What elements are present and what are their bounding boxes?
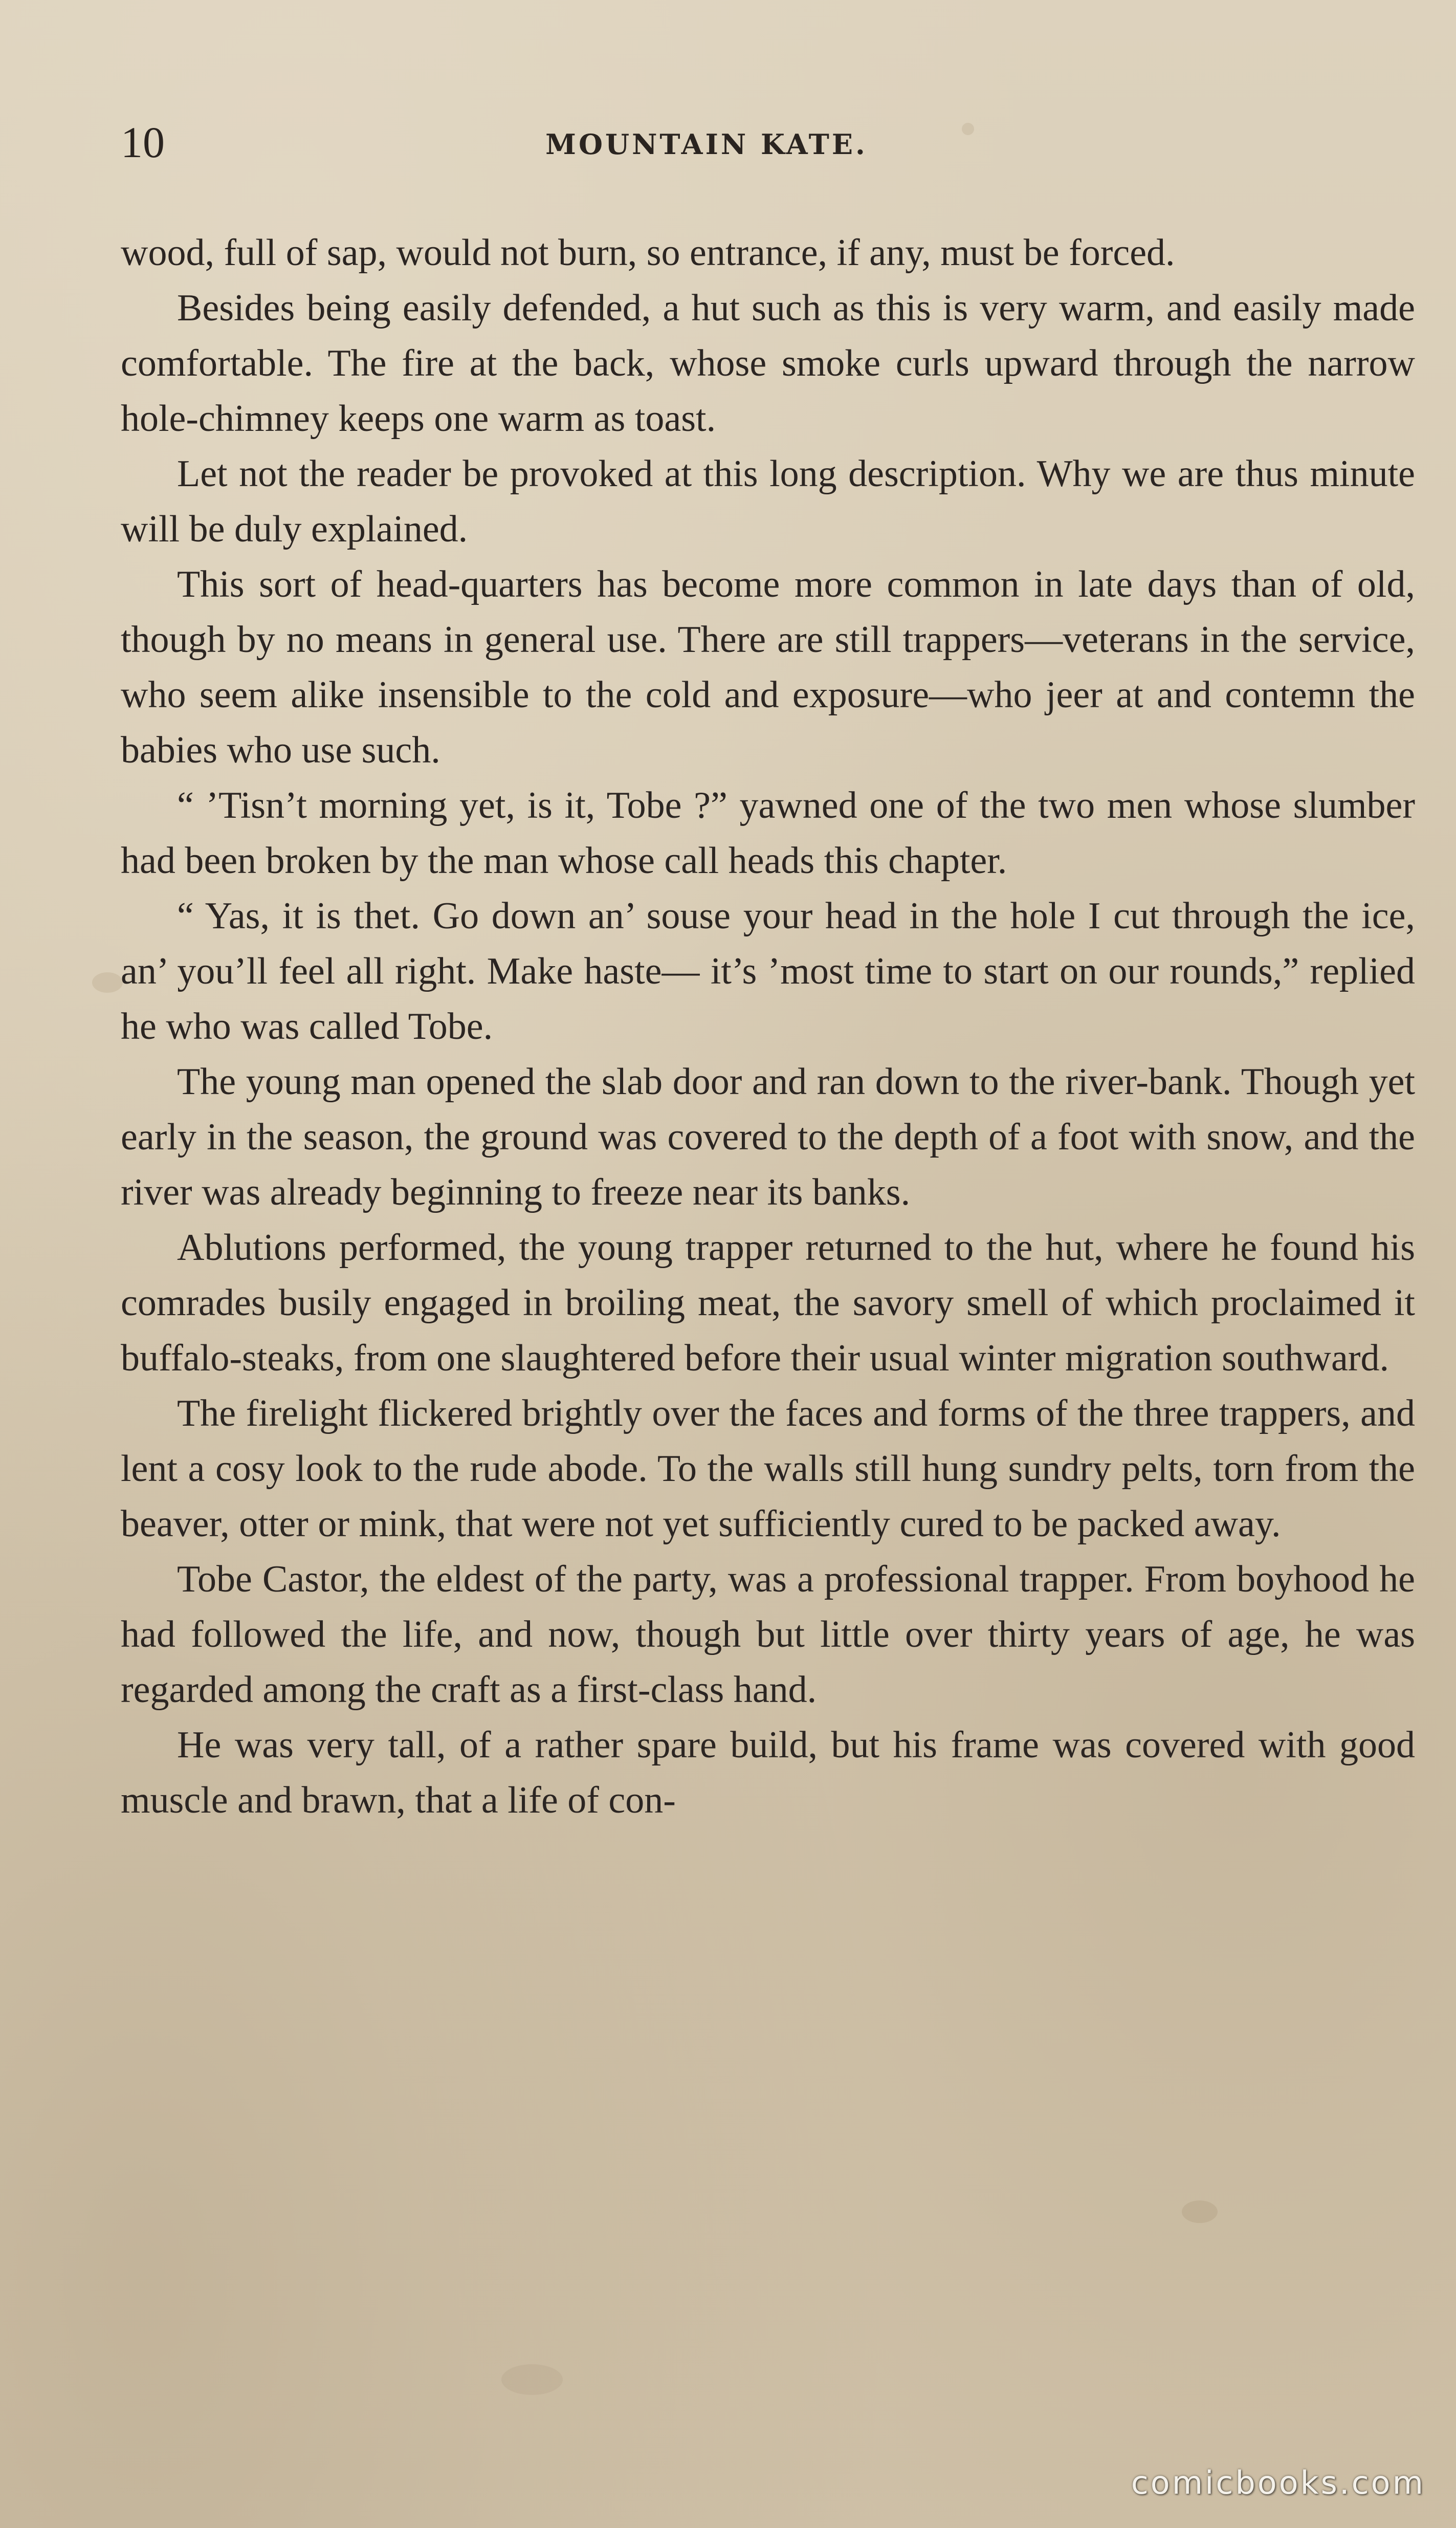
site-watermark: comicbooks.com <box>1131 2464 1425 2501</box>
paragraph: Besides being easily defended, a hut such as this is very warm, and easily made comfortable. The fire at the back, whose smoke curls upward through the narrow hole-chimney keeps one warm as toast. <box>121 287 1415 440</box>
body-text <box>121 225 1415 1828</box>
paragraph: “ ’Tisn’t morning yet, is it, Tobe ?” yawned one of the two men whose slumber had been broken by the man whose call heads this chapter. <box>121 784 1415 882</box>
page-number: 10 <box>121 118 165 167</box>
running-head: MOUNTAIN KATE. <box>545 128 868 161</box>
paragraph: Tobe Castor, the eldest of the party, was a professional trapper. From boyhood he had followed the life, and now, though but little over thirty years of age, he was regarded among the craft as a first-class hand. <box>121 1558 1415 1711</box>
paragraph: Let not the reader be provoked at this long description. Why we are thus minute will be duly explained. <box>121 453 1415 550</box>
paragraph: The firelight flickered brightly over the faces and forms of the three trappers, and lent a cosy look to the rude abode. To the walls still hung sundry pelts, torn from the beaver, otter or mink, that were not yet sufficiently cured to be packed away. <box>121 1392 1415 1545</box>
paper-stain <box>92 972 123 993</box>
paragraph: “ Yas, it is thet. Go down an’ souse your head in the hole I cut through the ice, an’ you’ll feel all right. Make haste— it’s ’most time to start on our rounds,” replied he who was called Tobe. <box>121 895 1415 1048</box>
paragraph: He was very tall, of a rather spare build, but his frame was covered with good muscle and brawn, that a life of con- <box>121 1724 1415 1821</box>
paragraph: The young man opened the slab door and ran down to the river-bank. Though yet early in the season, the ground was covered to the depth of a foot with snow, and the river was already beginning to freeze near its banks. <box>121 1061 1415 1213</box>
paper-stain <box>1182 2200 1218 2223</box>
paragraph: wood, full of sap, would not burn, so entrance, if any, must be forced. <box>121 232 1175 274</box>
paper-stain <box>501 2364 563 2395</box>
paragraph: Ablutions performed, the young trapper returned to the hut, where he found his comrades busily engaged in broiling meat, the savory smell of which proclaimed it buffalo-steaks, from one slaughtered before their usual winter migration southward. <box>121 1227 1415 1379</box>
page-header <box>121 117 1415 178</box>
paragraph: This sort of head-quarters has become more common in late days than of old, though by no means in general use. There are still trappers—veterans in the service, who seem alike insensible to the cold and exposure—who jeer at and contemn the babies who use such. <box>121 563 1415 771</box>
